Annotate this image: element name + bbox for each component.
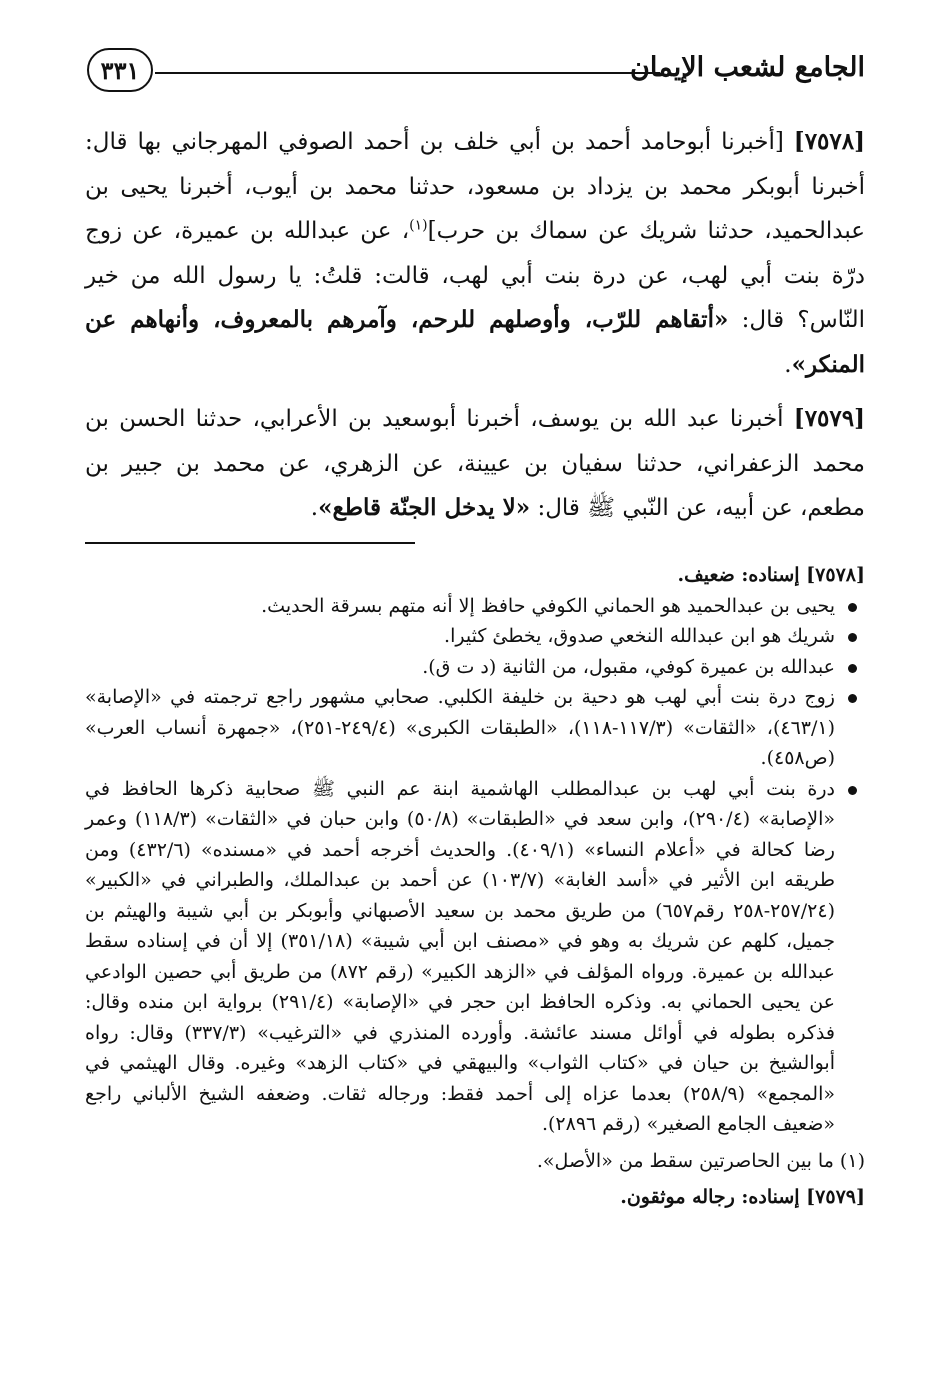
hadith-number: [٧٥٧٨] bbox=[793, 128, 865, 155]
note-bullet: زوج درة بنت أبي لهب هو دحية بن خليفة الكلبي. صحابي مشهور راجع ترجمته في «الإصابة» (٤٦٣/١)، «الثقات» (١١٧/٣-١١٨)، «الطبقات الكبرى» (٢٤٩/٤-٢٥١)، «جمهرة أنساب العرب» (ص٤٥٨). bbox=[85, 682, 835, 774]
running-title: الجامع لشعب الإيمان bbox=[630, 52, 865, 83]
hadith-isnad-cont: ، عن عبدالله بن عميرة، عن زوج درّة بنت أبي لهب، عن درة بنت أبي لهب، قالت: قلتُ: يا رسول الله من خير النّاس؟ قال: bbox=[85, 218, 866, 333]
hadith-matn: «لا يدخل الجنّة قاطع» bbox=[318, 494, 531, 521]
hadith-7578 bbox=[85, 120, 865, 387]
book-page bbox=[85, 40, 865, 1340]
note-heading-7578: [٧٥٧٨] إسناده: ضعيف. bbox=[677, 564, 865, 586]
footnotes bbox=[85, 560, 865, 1213]
note-bullet: يحيى بن عبدالحميد هو الحماني الكوفي حافظ إلا أنه متهم بسرقة الحديث. bbox=[85, 591, 835, 622]
hadith-isnad: أخبرنا عبد الله بن يوسف، أخبرنا أبوسعيد بن الأعرابي، حدثنا الحسن بن محمد الزعفراني، حدثنا سفيان بن عيينة، عن الزهري، عن محمد بن جبير بن مطعم، عن أبيه، عن النّبي ﷺ قال: bbox=[85, 406, 865, 521]
note-bullet: درة بنت أبي لهب بن عبدالمطلب الهاشمية ابنة عم النبي ﷺ صحابية ذكرها الحافظ في «الإصابة» (٢٩٠/٤)، وابن سعد في «الطبقات» (٥٠/٨) وابن حبان في «الثقات» (١١٨/٣) وعمر رضا كحالة في «أعلام النساء» (٤٠٩/١). والحديث أخرجه أحمد في «مسنده» (٤٣٢/٦) ومن طريقه ابن الأثير في «أسد الغابة» (١٠٣/٧) عن أحمد بن عبدالملك، والطبراني في «الكبير» (٢٥٧/٢٤-٢٥٨ رقم٦٥٧) من طريق محمد بن سعيد الأصبهاني وأبوبكر بن أبي شيبة والهيثم بن جميل، كلهم عن شريك به وهو في «مصنف ابن أبي شيبة» (٣٥١/١٨) إلا أن في إسناده سقط عبدالله بن عميرة. ورواه المؤلف في «الزهد الكبير» (رقم ٨٧٢) من طريق أبي حصين الوادعي عن يحيى الحماني به. وذكره الحافظ ابن حجر في «الإصابة» (٢٩١/٤) برواية ابن منده وقال: فذكره بطوله في أوائل مسند عائشة. وأورده المنذري في «الترغيب» (٣٣٧/٣) وقال: رواه أبوالشيخ بن حيان في «كتاب الثواب» والبيهقي في «كتاب الزهد» وغيره. وقال الهيثمي في «المجمع» (٢٥٨/٩) بعدما عزاه إلى أحمد فقط: ورجاله ثقات. وضعفه الشيخ الألباني راجع «ضعيف الجامع الصغير» (رقم ٢٨٩٦). bbox=[85, 774, 835, 1140]
hadith-matn: «أتقاهم للرّب، وأوصلهم للرحم، وآمرهم بالمعروف، وأنهاهم عن المنكر» bbox=[85, 306, 865, 378]
note-bullet: شريك هو ابن عبدالله النخعي صدوق، يخطئ كثيرا. bbox=[85, 621, 835, 652]
page-header bbox=[85, 40, 865, 100]
note-heading-7579: [٧٥٧٩] إسناده: رجاله موثقون. bbox=[620, 1186, 865, 1208]
footnote-separator bbox=[85, 542, 415, 544]
note-bullet: عبدالله بن عميرة كوفي، مقبول، من الثانية (د ت ق). bbox=[85, 652, 835, 683]
footnote-ref: (١) bbox=[409, 217, 428, 234]
footnote-1: (١) ما بين الحاصرتين سقط من «الأصل». bbox=[536, 1149, 865, 1172]
header-rule bbox=[155, 72, 660, 74]
hadith-isnad: [أخبرنا أبوحامد أحمد بن أبي خلف بن أحمد الصوفي المهرجاني بها قال: أخبرنا أبوبكر محمد بن يزداد بن مسعود، حدثنا محمد بن أيوب، أخبرنا يحيى بن عبدالحميد، حدثنا شريك عن سماك بن حرب] bbox=[85, 129, 865, 244]
hadith-number: [٧٥٧٩] bbox=[793, 405, 865, 432]
main-text bbox=[85, 120, 865, 541]
hadith-end: . bbox=[784, 351, 792, 378]
note-bullets bbox=[85, 591, 865, 1140]
page-number: ٣٣١ bbox=[87, 48, 153, 92]
hadith-7579 bbox=[85, 397, 865, 531]
hadith-end: . bbox=[310, 495, 319, 521]
